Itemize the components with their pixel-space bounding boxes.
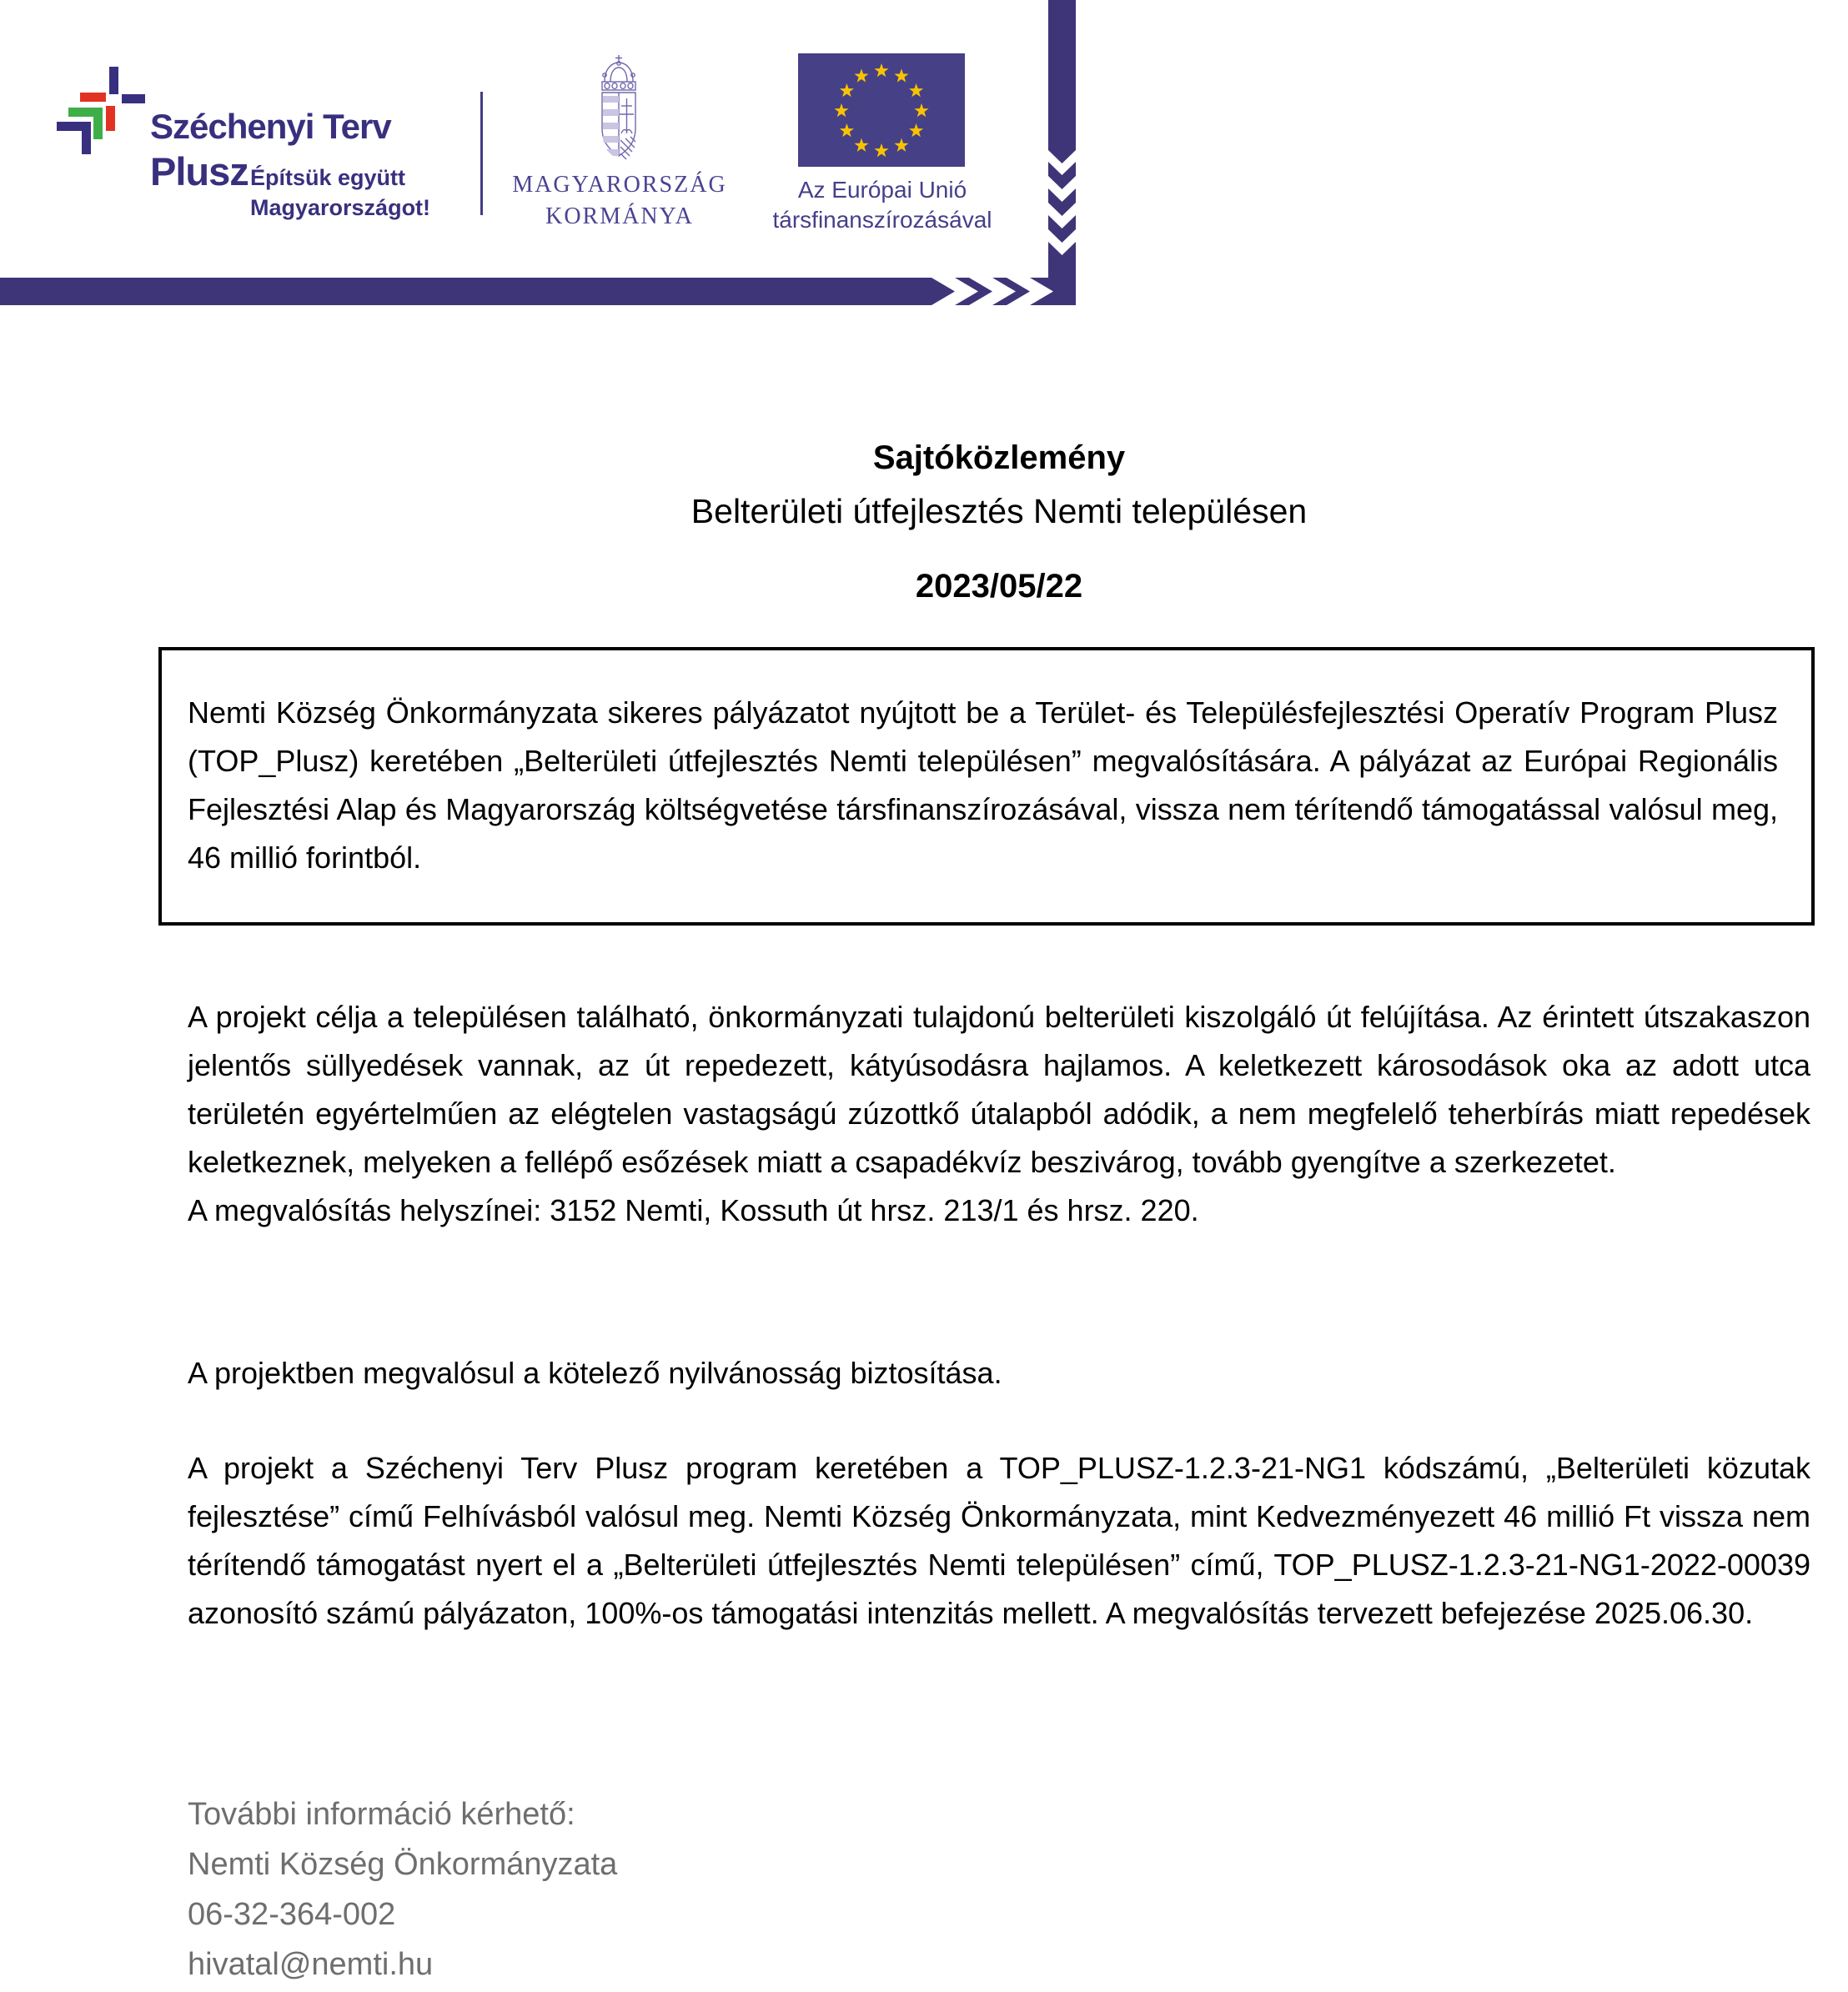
lead-summary-text: Nemti Község Önkormányzata sikeres pályázatot nyújtott be a Terület- és Településfejlesztési Operatív Program Plusz (TOP_Plusz) keretében „Belterületi útfejlesztés Nemti településen” megvalósítására. A pályázat az Európai Regionális Fejlesztési Alap és Magyarország költségvetése társfinanszírozásával, vissza nem térítendő támogatással valósul meg, 46 millió forintból. — [188, 695, 1778, 875]
chevron-down-icon — [1048, 162, 1076, 189]
szechenyi-logo-name-line1: Széchenyi Terv — [150, 107, 391, 146]
government-label-line1: MAGYARORSZÁG — [512, 172, 727, 198]
chevron-right-icon — [955, 278, 992, 305]
szechenyi-logo-tagline-line2: Magyarországot! — [250, 195, 431, 220]
chevron-down-icon — [1048, 188, 1076, 216]
banner-horizontal-bar — [0, 278, 955, 305]
contact-intro: További információ kérhető: — [188, 1797, 575, 1832]
government-label-line2: KORMÁNYA — [545, 203, 694, 229]
szechenyi-logo-name-line2: Plusz — [150, 149, 249, 193]
szechenyi-cross-icon — [55, 67, 145, 158]
chevron-right-icon — [992, 278, 1030, 305]
contact-name: Nemti Község Önkormányzata — [188, 1847, 618, 1882]
eu-cofinance-label-line1: Az Európai Unió — [797, 177, 967, 203]
chevron-down-icon — [1048, 215, 1076, 243]
contact-block — [188, 1789, 1810, 1989]
contact-email: hivatal@nemti.hu — [188, 1947, 434, 1982]
hungary-coat-of-arms-icon — [592, 53, 645, 165]
eu-cofinance-label-line2: társfinanszírozásával — [772, 207, 992, 233]
banner-vertical-bar — [1048, 0, 1076, 163]
body-paragraph-1 — [188, 993, 1810, 1235]
lead-summary-box — [158, 647, 1815, 926]
contact-phone: 06-32-364-002 — [188, 1897, 396, 1932]
page-subtitle: Belterületi útfejlesztés Nemti településen — [690, 492, 1308, 530]
szechenyi-logo-tagline-line1: Építsük együtt — [250, 165, 406, 190]
body-paragraph-3: A projekt a Széchenyi Terv Plusz program keretében a TOP_PLUSZ-1.2.3-21-NG1 kódszámú, „Belterületi közutak fejlesztése” című Felhívásból valósul meg. Nemti Község Önkormányzata, mint Kedvezményezett 46 millió Ft vissza nem térítendő támogatást nyert el a „Belterületi útfejlesztés Nemti településen” című, TOP_PLUSZ-1.2.3-21-NG1-2022-00039 azonosító számú pályázaton, 100%-os támogatási intenzitás mellett. A megvalósítás tervezett befejezése 2025.06.30. — [188, 1451, 1810, 1630]
logo-divider — [480, 92, 483, 215]
eu-flag-icon — [798, 53, 965, 167]
body-paragraph-2: A projektben megvalósul a kötelező nyilvánosság biztosítása. — [188, 1356, 1002, 1390]
paragraph-1-locations: A megvalósítás helyszínei: 3152 Nemti, Kossuth út hrsz. 213/1 és hrsz. 220. — [188, 1193, 1199, 1227]
page-title: Sajtóközlemény — [872, 439, 1126, 476]
banner-corner-segment — [1030, 278, 1076, 305]
release-date: 2023/05/22 — [915, 568, 1083, 605]
banner-vertical-bar-bottom — [1048, 242, 1076, 278]
paragraph-1-text: A projekt célja a településen található, önkormányzati tulajdonú belterületi kiszolgáló út felújítása. Az érintett útszakaszon jelentős süllyedések vannak, az út repedezett, kátyúsodásra hajlamos. A keletkezett károsodások oka az adott utca területén egyértelműen az elégtelen vastagságú zúzottkő útalapból adódik, a nem megfelelő teherbírás miatt repedések keletkeznek, melyeken a fellépő esőzések miatt a csapadékvíz beszivárog, tovább gyengítve a szerkezetet. — [188, 1000, 1810, 1179]
